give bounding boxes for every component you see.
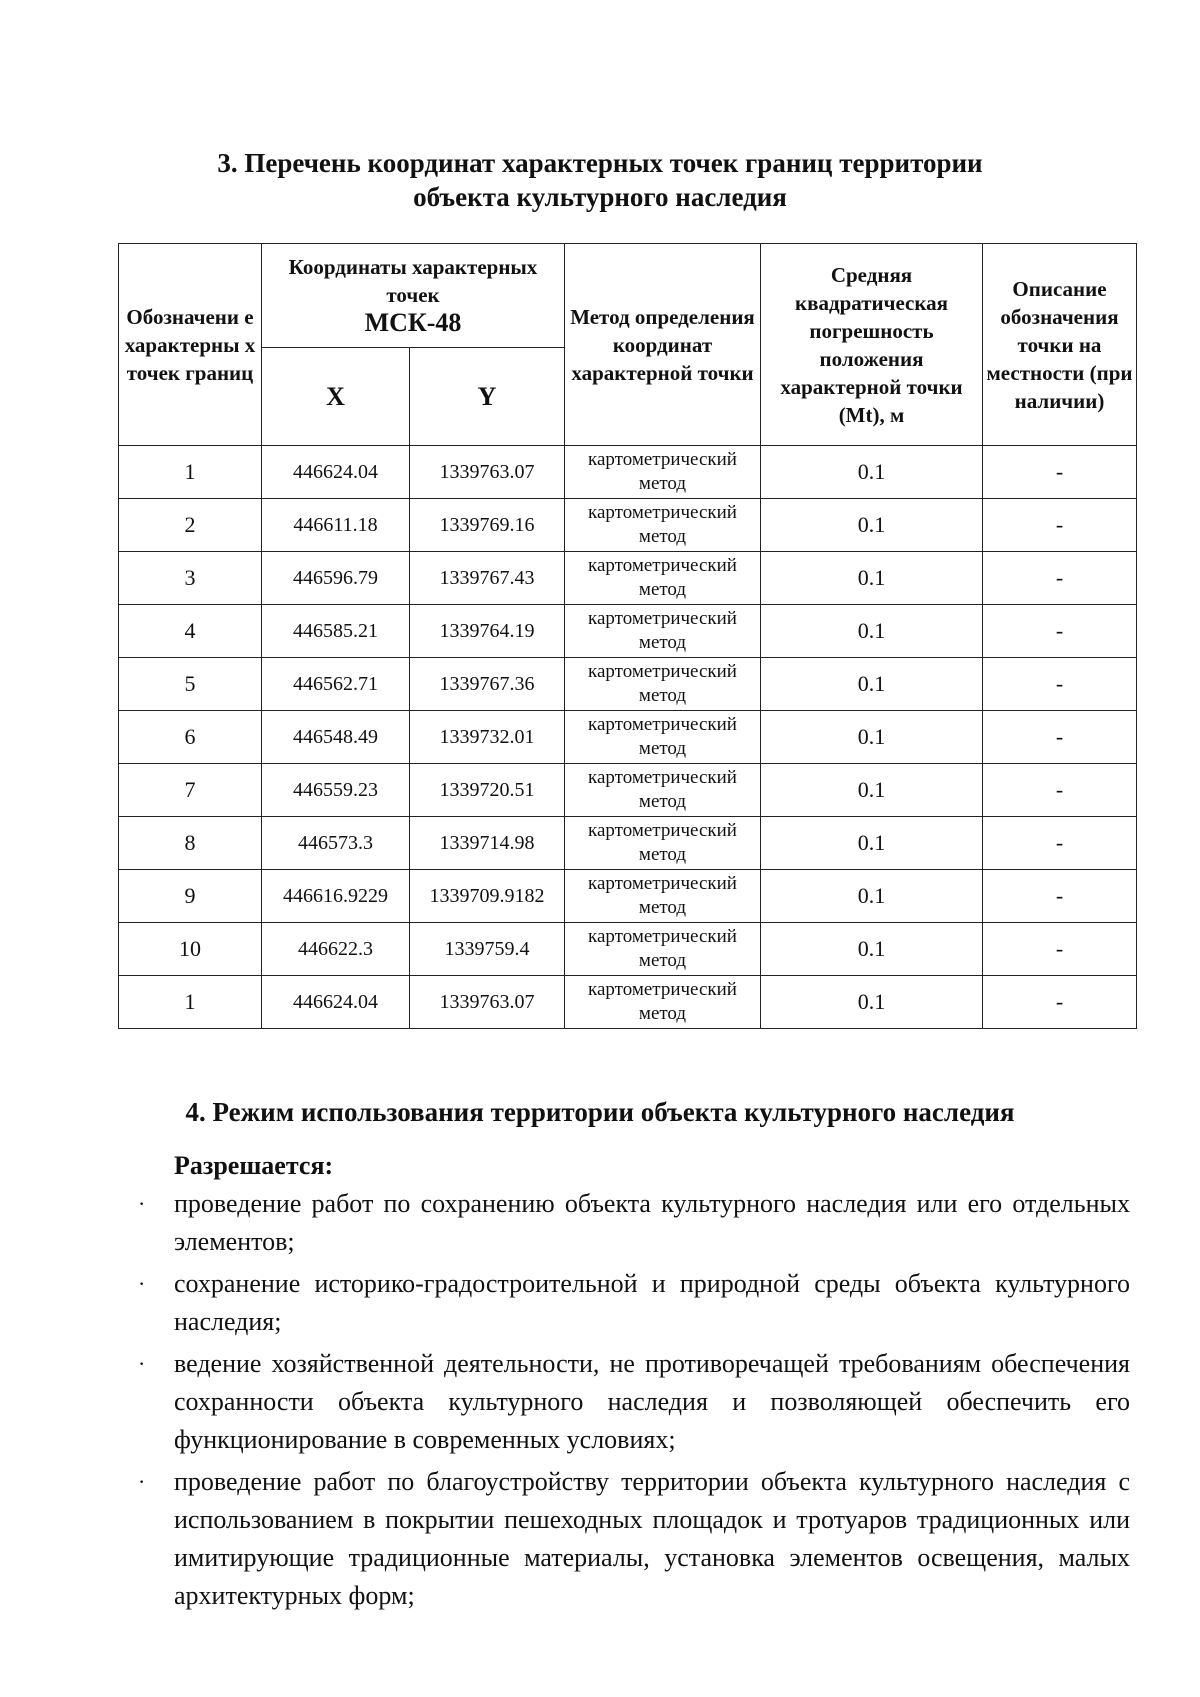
cell-x: 446624.04 — [262, 446, 410, 499]
cell-method: картометрический метод — [565, 711, 761, 764]
cell-x: 446622.3 — [262, 923, 410, 976]
table-row — [119, 817, 1137, 870]
cell-description: - — [983, 976, 1137, 1029]
cell-method: картометрический метод — [565, 870, 761, 923]
cell-point: 1 — [119, 976, 262, 1029]
header-description: Описание обозначения точки на местности (при наличии) — [983, 244, 1137, 446]
table-row — [119, 605, 1137, 658]
header-coordinates-label: Координаты характерных точек — [288, 255, 538, 307]
cell-method: картометрический метод — [565, 764, 761, 817]
list-item-text: проведение работ по сохранению объекта культурного наследия или его отдельных элементов; — [174, 1189, 1130, 1256]
cell-x: 446562.71 — [262, 658, 410, 711]
section-4-title: 4. Режим использования территории объекта культурного наследия — [185, 1097, 1015, 1127]
cell-y: 1339764.19 — [410, 605, 565, 658]
cell-error: 0.1 — [761, 817, 983, 870]
table-row — [119, 552, 1137, 605]
cell-description: - — [983, 711, 1137, 764]
cell-x: 446548.49 — [262, 711, 410, 764]
section-3-title — [0, 146, 1200, 214]
header-x: X — [262, 348, 410, 446]
cell-description: - — [983, 764, 1137, 817]
table-row — [119, 499, 1137, 552]
list-item — [138, 1265, 1130, 1341]
table-row — [119, 446, 1137, 499]
cell-description: - — [983, 552, 1137, 605]
permitted-list — [138, 1185, 1130, 1619]
cell-x: 446573.3 — [262, 817, 410, 870]
cell-point: 8 — [119, 817, 262, 870]
cell-x: 446616.9229 — [262, 870, 410, 923]
table-row — [119, 870, 1137, 923]
cell-method: картометрический метод — [565, 658, 761, 711]
cell-y: 1339769.16 — [410, 499, 565, 552]
cell-error: 0.1 — [761, 499, 983, 552]
list-item-text: сохранение историко-градостроительной и природной среды объекта культурного наследия; — [174, 1269, 1130, 1336]
cell-description: - — [983, 499, 1137, 552]
cell-error: 0.1 — [761, 658, 983, 711]
cell-x: 446624.04 — [262, 976, 410, 1029]
list-item — [138, 1345, 1130, 1459]
cell-point: 2 — [119, 499, 262, 552]
cell-y: 1339759.4 — [410, 923, 565, 976]
cell-method: картометрический метод — [565, 446, 761, 499]
cell-error: 0.1 — [761, 446, 983, 499]
table-row — [119, 923, 1137, 976]
header-designation: Обозначени е характерны х точек границ — [119, 244, 262, 446]
cell-method: картометрический метод — [565, 976, 761, 1029]
cell-y: 1339763.07 — [410, 976, 565, 1029]
cell-error: 0.1 — [761, 605, 983, 658]
cell-y: 1339720.51 — [410, 764, 565, 817]
header-mean-error: Средняя квадратическая погрешность положения характерной точки (Mt), м — [761, 244, 983, 446]
bullet-icon: · — [138, 1191, 146, 1216]
bullet-icon: · — [138, 1271, 146, 1296]
cell-error: 0.1 — [761, 552, 983, 605]
list-item — [138, 1463, 1130, 1615]
cell-x: 446611.18 — [262, 499, 410, 552]
cell-description: - — [983, 870, 1137, 923]
table-row — [119, 658, 1137, 711]
table-row — [119, 711, 1137, 764]
bullet-icon: · — [138, 1351, 146, 1376]
permitted-label: Разрешается: — [174, 1151, 334, 1180]
cell-point: 1 — [119, 446, 262, 499]
cell-error: 0.1 — [761, 764, 983, 817]
cell-y: 1339763.07 — [410, 446, 565, 499]
cell-point: 5 — [119, 658, 262, 711]
cell-error: 0.1 — [761, 976, 983, 1029]
header-method: Метод определения координат характерной точки — [565, 244, 761, 446]
header-y: Y — [410, 348, 565, 446]
cell-description: - — [983, 446, 1137, 499]
table-row — [119, 976, 1137, 1029]
coordinates-table — [118, 243, 1137, 1029]
cell-point: 6 — [119, 711, 262, 764]
section-3-title-line2: объекта культурного наследия — [413, 182, 787, 212]
cell-y: 1339767.43 — [410, 552, 565, 605]
cell-description: - — [983, 658, 1137, 711]
cell-method: картометрический метод — [565, 923, 761, 976]
list-item — [138, 1185, 1130, 1261]
cell-method: картометрический метод — [565, 499, 761, 552]
cell-point: 9 — [119, 870, 262, 923]
section-3-title-line1: 3. Перечень координат характерных точек границ территории — [217, 148, 983, 178]
header-coordinate-system: МСК-48 — [364, 308, 462, 337]
cell-error: 0.1 — [761, 870, 983, 923]
cell-method: картометрический метод — [565, 605, 761, 658]
table-row — [119, 764, 1137, 817]
cell-description: - — [983, 605, 1137, 658]
cell-point: 3 — [119, 552, 262, 605]
bullet-icon: · — [138, 1469, 146, 1494]
cell-error: 0.1 — [761, 711, 983, 764]
cell-y: 1339709.9182 — [410, 870, 565, 923]
cell-point: 7 — [119, 764, 262, 817]
cell-description: - — [983, 817, 1137, 870]
list-item-text: ведение хозяйственной деятельности, не противоречащей требованиям обеспечения сохранности объекта культурного наследия и позволяющей обеспечить его функционирование в современных условиях; — [174, 1349, 1130, 1454]
cell-method: картометрический метод — [565, 552, 761, 605]
cell-y: 1339732.01 — [410, 711, 565, 764]
cell-x: 446559.23 — [262, 764, 410, 817]
cell-description: - — [983, 923, 1137, 976]
header-coordinates-group — [262, 244, 565, 348]
cell-method: картометрический метод — [565, 817, 761, 870]
list-item-text: проведение работ по благоустройству территории объекта культурного наследия с использованием в покрытии пешеходных площадок и тротуаров традиционных или имитирующие традиционные материалы, установка элементов освещения, малых архитектурных форм; — [174, 1467, 1130, 1610]
cell-y: 1339767.36 — [410, 658, 565, 711]
cell-x: 446585.21 — [262, 605, 410, 658]
cell-error: 0.1 — [761, 923, 983, 976]
coordinates-table-body — [119, 446, 1137, 1029]
cell-x: 446596.79 — [262, 552, 410, 605]
cell-y: 1339714.98 — [410, 817, 565, 870]
cell-point: 10 — [119, 923, 262, 976]
cell-point: 4 — [119, 605, 262, 658]
